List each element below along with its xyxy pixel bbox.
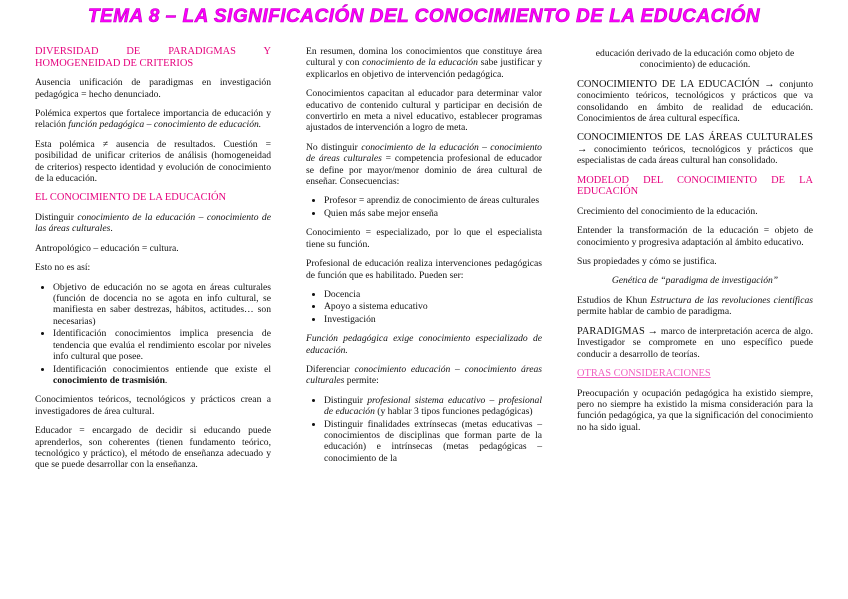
paragraph: CONOCIMIENTOS DE LAS ÁREAS CULTURALES → conocimiento teóricos, tecnológicos y prácticos que especialistas de cada áreas cultural han consolidado. [577, 132, 813, 167]
paragraph: No distinguir conocimiento de la educación – conocimiento de áreas culturales = competencia profesional de educador se define por mayor/menor dominio de área cultural de enseñar. Consecuencias: [306, 141, 542, 188]
list-item: • Identificación conocimientos entiende que existe el conocimiento de trasmisión. [53, 364, 271, 387]
paragraph: Función pedagógica exige conocimiento especializado de educación. [306, 333, 542, 356]
paragraph: Estudios de Khun Estructura de las revoluciones científicas permite hablar de cambio de paradigma. [577, 294, 813, 318]
column-1 [35, 46, 271, 479]
paragraph: PARADIGMAS → marco de interpretación acerca de algo. Investigador se compromete en uno específico puede conducir a desarrollo de teorías. [577, 325, 813, 360]
bullet-list [306, 289, 542, 325]
column-3 [577, 48, 813, 441]
list-item: • Docencia [324, 289, 542, 300]
paragraph: Esta polémica ≠ ausencia de resultados. Cuestión = posibilidad de unificar criterios de análisis (homogeneidad de criterios) respecto identidad y evolución de conocimiento de la educación. [35, 138, 271, 185]
list-item: • Profesor = aprendiz de conocimiento de áreas culturales [324, 195, 542, 206]
bullet-list [306, 195, 542, 219]
list-item: • Distinguir profesional sistema educativo – profesional de educación (y hablar 3 tipos funciones pedagógicas) [324, 395, 542, 418]
heading-otras: OTRAS CONSIDERACIONES [577, 367, 711, 379]
list-item: • Distinguir finalidades extrínsecas (metas educativas – conocimientos de disciplinas que forman parte de la educación) e intrínsecas (metas pedagógicas – conocimiento de la [324, 419, 542, 465]
paragraph: Esto no es así: [35, 262, 91, 274]
column-2 [306, 46, 542, 472]
paragraph: Sus propiedades y cómo se justifica. [577, 256, 717, 268]
paragraph: Profesional de educación realiza intervenciones pedagógicas de función que es habilitado. Pueden ser: [306, 258, 542, 281]
paragraph: Polémica expertos que fortalece importancia de educación y relación función pedagógica – conocimiento de educación. [35, 108, 271, 131]
list-item: • Apoyo a sistema educativo [324, 301, 542, 312]
heading-conocimiento: EL CONOCIMIENTO DE LA EDUCACIÓN [35, 192, 227, 204]
list-item: • Identificación conocimientos implica presencia de tendencia que evalúa el rendimiento escolar por niveles info cultural que posee. [53, 328, 271, 362]
paragraph: Conocimientos capacitan al educador para determinar valor educativo de contenido cultural y participar en decisión de convertirlo en meta a nivel educativo, establecer programas ajustados de intervención a logro de meta. [306, 88, 542, 134]
paragraph: Antropológico – educación = cultura. [35, 242, 179, 254]
list-item: • Quien más sabe mejor enseña [324, 208, 542, 219]
paragraph: Distinguir conocimiento de la educación – conocimiento de las áreas culturales. [35, 212, 271, 235]
list-item: • Investigación [324, 314, 542, 325]
paragraph: Genética de “paradigma de investigación” [611, 275, 779, 287]
list-item: • Objetivo de educación no se agota en áreas culturales (función de docencia no se agota en info cultural, se manifiesta en saber destrezas, hábitos, actitudes… son necesarias) [53, 282, 271, 328]
paragraph: En resumen, domina los conocimientos que constituye área cultural y con conocimiento de la educación sabe justificar y explicarlos en objetivo de intervención pedagógica. [306, 46, 542, 80]
heading-diversidad: DIVERSIDAD DE PARADIGMAS Y HOMOGENEIDAD DE CRITERIOS [35, 46, 271, 69]
bullet-list [306, 395, 542, 464]
paragraph: Entender la transformación de la educación = objeto de conocimiento y progresiva adaptación al ámbito educativo. [577, 225, 813, 248]
paragraph: Educador = encargado de decidir si educando puede aprenderlos, son coherentes (tienen fundamento teórico, tecnológico y práctico), el método de enseñanza adecuado y que se puede desarrollar con la enseñanza. [35, 425, 271, 471]
paragraph: Conocimiento = especializado, por lo que el especialista tiene su función. [306, 227, 542, 250]
paragraph: Preocupación y ocupación pedagógica ha existido siempre, pero no siempre ha existido la misma consideración para la función pedagógica, ya que la significación del conocimiento no ha sido igual. [577, 387, 813, 433]
paragraph: Crecimiento del conocimiento de la educación. [577, 205, 758, 217]
paragraph: Conocimientos teóricos, tecnológicos y prácticos crean a investigadores de área cultural. [35, 394, 271, 417]
paragraph: Ausencia unificación de paradigmas en investigación pedagógica = hecho denunciado. [35, 77, 271, 100]
paragraph: Diferenciar conocimiento educación – conocimiento áreas culturales permite: [306, 363, 542, 387]
paragraph: CONOCIMIENTO DE LA EDUCACIÓN → conjunto conocimiento teóricos, tecnológicos y prácticos que va consolidando en ámbito de realidad de educación. Conocimientos de área cultural específica. [577, 78, 813, 125]
page-title: TEMA 8 – LA SIGNIFICACIÓN DEL CONOCIMIENTO DE LA EDUCACIÓN [87, 6, 761, 27]
bullet-list [35, 282, 271, 387]
heading-modelod: MODELOD DEL CONOCIMIENTO DE LA EDUCACIÓN [577, 174, 813, 198]
paragraph: educación derivado de la educación como objeto de conocimiento) de educación. [595, 48, 795, 71]
